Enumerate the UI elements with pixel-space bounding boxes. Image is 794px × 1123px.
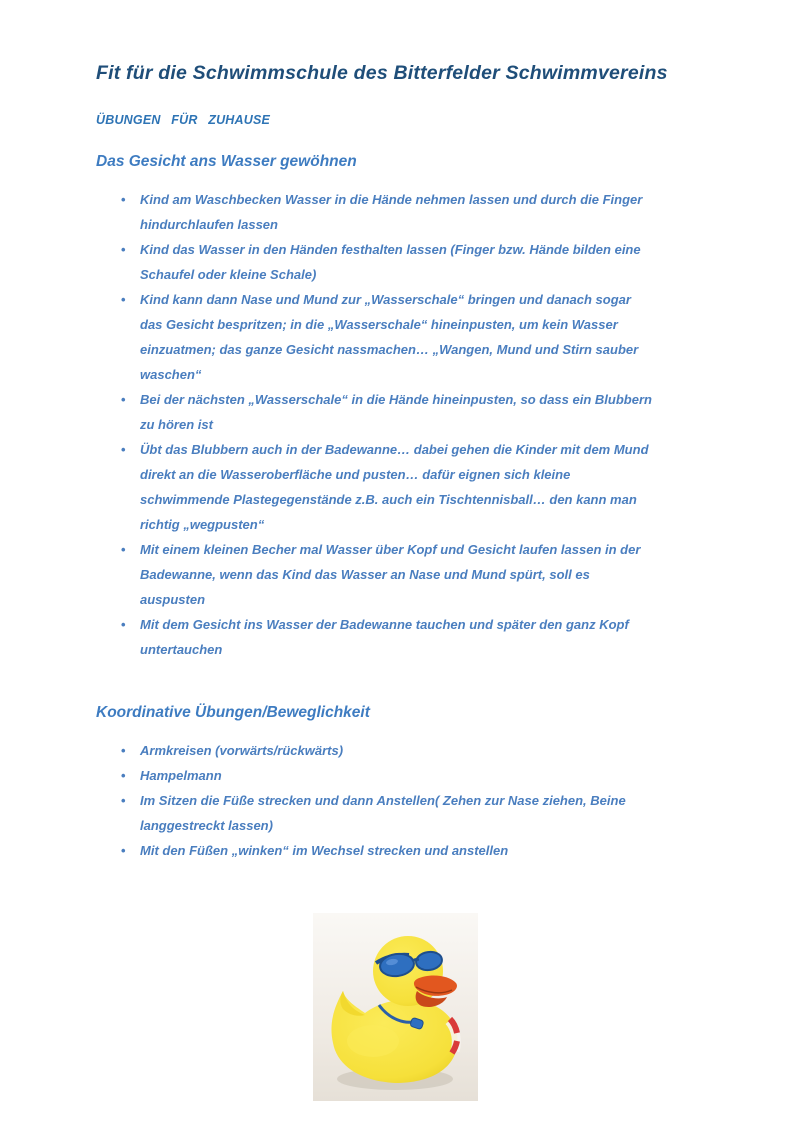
list-item: • Übt das Blubbern auch in der Badewanne… dabei gehen die Kinder mit dem Mund direkt an die Wasseroberfläche und pusten… dafür eignen sich kleine schwimmende Plastegegenstände z.B. auch ein Tischtennisball… den kann man richtig „wegpusten“ (96, 437, 656, 537)
list-item: • Mit den Füßen „winken“ im Wechsel strecken und anstellen (96, 838, 656, 863)
list-item: • Im Sitzen die Füße strecken und dann Anstellen( Zehen zur Nase ziehen, Beine langgestreckt lassen) (96, 788, 656, 838)
rubber-duck-photo (313, 913, 478, 1101)
list-item: • Kind das Wasser in den Händen festhalten lassen (Finger bzw. Hände bilden eine Schaufel oder kleine Schale) (96, 237, 656, 287)
page-subtitle: ÜBUNGEN FÜR ZUHAUSE (96, 113, 271, 127)
page-title: Fit für die Schwimmschule des Bitterfelder Schwimmvereins (96, 62, 668, 84)
section-heading-gesicht: Das Gesicht ans Wasser gewöhnen (96, 153, 357, 170)
list-item: • Hampelmann (96, 763, 656, 788)
list-item: • Mit dem Gesicht ins Wasser der Badewanne tauchen und später den ganz Kopf untertauchen (96, 612, 656, 662)
bullet-list-koordinative (96, 738, 656, 863)
list-item: • Kind am Waschbecken Wasser in die Hände nehmen lassen und durch die Finger hindurchlaufen lassen (96, 187, 656, 237)
bullet-list-gesicht (96, 187, 656, 662)
list-item: • Bei der nächsten „Wasserschale“ in die Hände hineinpusten, so dass ein Blubbern zu hören ist (96, 387, 656, 437)
list-item: • Armkreisen (vorwärts/rückwärts) (96, 738, 656, 763)
section-heading-koordinative: Koordinative Übungen/Beweglichkeit (96, 704, 370, 721)
list-item: • Mit einem kleinen Becher mal Wasser über Kopf und Gesicht laufen lassen in der Badewanne, wenn das Kind das Wasser an Nase und Mund spürt, soll es auspusten (96, 537, 656, 612)
list-item: • Kind kann dann Nase und Mund zur „Wasserschale“ bringen und danach sogar das Gesicht bespritzen; in die „Wasserschale“ hineinpusten, um kein Wasser einzuatmen; das ganze Gesicht nassmachen… „Wangen, Mund und Stirn sauber waschen“ (96, 287, 656, 387)
body-highlight (347, 1025, 399, 1057)
